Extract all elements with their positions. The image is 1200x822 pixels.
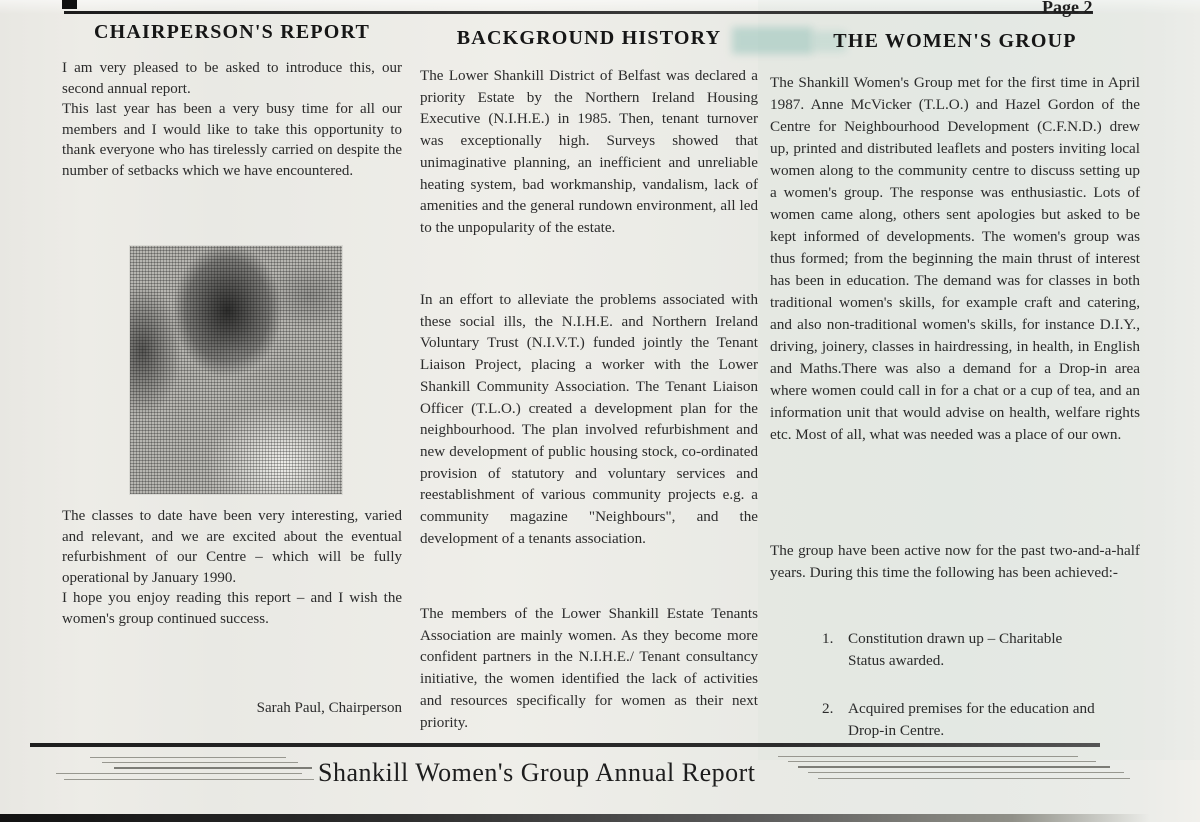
paragraph: I am very pleased to be asked to introduce this, our second annual report. xyxy=(62,60,402,97)
page-number: Page 2 xyxy=(1042,0,1093,17)
footer-title: Shankill Women's Group Annual Report xyxy=(318,758,756,787)
paragraph: This last year has been a very busy time for all our members and I would like to take this opportunity to thank everyone who has tirelessly carried on despite the number of setbacks which we have encountered. xyxy=(62,101,402,179)
signature-line: Sarah Paul, Chairperson xyxy=(256,700,402,716)
list-text: Constitution drawn up – Charitable Status awarded. xyxy=(848,630,1063,669)
paragraph: The classes to date have been very interesting, varied and relevant, and we are excited about the eventual refurbishment of our Centre – which will be fully operational by January 1990. xyxy=(62,508,402,586)
list-number: 2. xyxy=(822,700,834,717)
section-title: THE WOMEN'S GROUP xyxy=(833,30,1077,52)
paragraph: The members of the Lower Shankill Estate Tenants Association are mainly women. As they become more confident partners in the N.I.H.E./ Tenant consultancy initiative, the women identified the lack of activities and resources specifically for women as their next priority. xyxy=(420,606,758,731)
top-rule xyxy=(64,11,1093,14)
paragraph: I hope you enjoy reading this report – and I wish the women's group continued success. xyxy=(62,590,402,627)
paragraph: In an effort to alleviate the problems associated with these social ills, the N.I.H.E. and Northern Ireland Voluntary Trust (N.I.V.T.) funded jointly the Tenant Liaison Project, placing a worker with the Lower Shankill Community Association. The Tenant Liaison Officer (T.L.O.) created a development plan for the neighbourhood. The plan involved refurbishment and new development of public housing stock, co-ordinated provision of statutory and voluntary services and reestablishment of various community projects e.g. a community magazine "Neighbours", and the development of a tenants association. xyxy=(420,292,758,547)
section-title: BACKGROUND HISTORY xyxy=(456,27,722,49)
footer-rule xyxy=(30,743,1100,747)
portrait-photo xyxy=(130,246,342,494)
achievement-item xyxy=(822,628,1102,672)
list-text: Acquired premises for the education and Drop-in Centre. xyxy=(848,700,1095,739)
page-edge-shadow xyxy=(0,814,1150,822)
scan-mark xyxy=(62,0,77,9)
paragraph: The Lower Shankill District of Belfast was declared a priority Estate by the Northern Ireland Housing Executive (N.I.H.E.) in 1985. Then, tenant turnover was exceptionally high. Surveys showed that unimaginative planning, an inefficient and unreliable heating system, bad workmanship, vandalism, lack of amenities and the general rundown environment, all led to the unpopularity of the estate. xyxy=(420,68,758,236)
achievement-item xyxy=(822,698,1102,742)
paragraph: The Shankill Women's Group met for the first time in April 1987. Anne McVicker (T.L.O.) and Hazel Gordon of the Centre for Neighbourhood Development (C.F.N.D.) drew up, printed and distributed leaflets and posters inviting local women along to the community centre to discuss setting up a women's group. The response was enthusiastic. Lots of women came along, others sent apologies but asked to be kept informed of developments. The women's group was thus formed; from the beginning the main thrust of interest has been in education. The demand was for classes in both traditional women's skills, for example craft and catering, and also non-traditional women's skills, for instance D.I.Y., driving, joinery, classes in hairdressing, in health, in English and Maths.There was also a demand for a Drop-in area where women could call in for a chat or a cup of tea, and an information unit that would advise on health, welfare rights etc. Most of all, what was needed was a place of our own. xyxy=(770,74,1140,443)
section-title: CHAIRPERSON'S REPORT xyxy=(93,21,371,43)
paragraph: The group have been active now for the past two-and-a-half years. During this time the following has been achieved:- xyxy=(770,542,1140,581)
list-number: 1. xyxy=(822,630,834,647)
